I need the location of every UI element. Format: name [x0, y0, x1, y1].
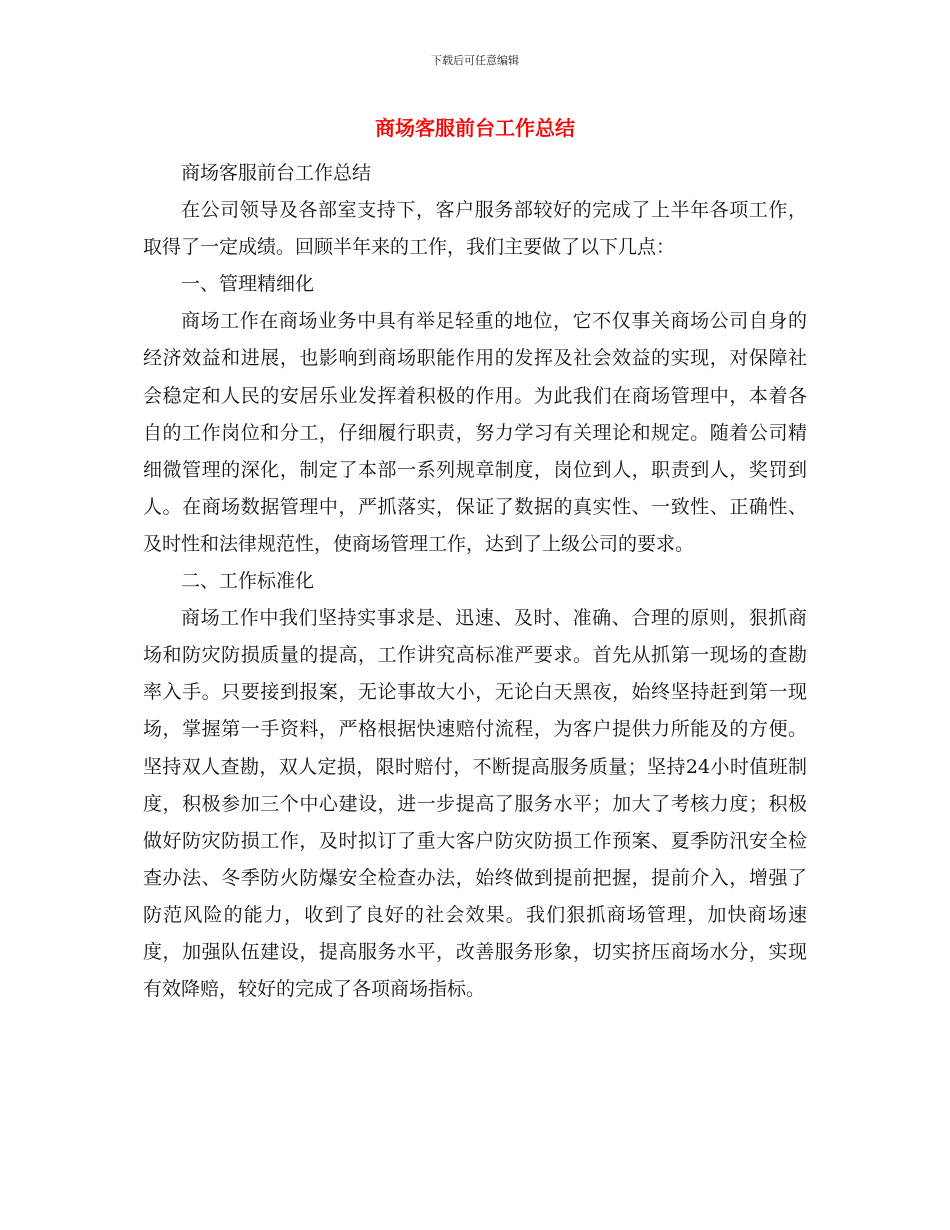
section-heading-1: 一、管理精细化 — [181, 273, 315, 296]
section-heading-2: 二、工作标准化 — [181, 570, 315, 593]
intro-paragraph: 在公司领导及各部室支持下，客户服务部较好的完成了上半年各项工作，取得了一定成绩。回顾半年来的工作，我们主要做了以下几点： — [143, 199, 807, 259]
header-note: 下载后可任意编辑 — [431, 54, 519, 67]
section-paragraph-2: 商场工作中我们坚持实事求是、迅速、及时、准确、合理的原则，狠抓商场和防灾防损质量的提高，工作讲究高标准严要求。首先从抓第一现场的查勘率入手。只要接到报案，无论事故大小，无论白天黑夜，始终坚持赶到第一现场，掌握第一手资料，严格根据快速赔付流程，为客户提供力所能及的方便。坚持双人查勘，双人定损，限时赔付，不断提高服务质量；坚持24小时值班制度，积极参加三个中心建设，进一步提高了服务水平；加大了考核力度；积极做好防灾防损工作，及时拟订了重大客户防灾防损工作预案、夏季防汛安全检查办法、冬季防火防爆安全检查办法，始终做到提前把握，提前介入，增强了防范风险的能力，收到了良好的社会效果。我们狠抓商场管理，加快商场速度，加强队伍建设，提高服务水平，改善服务形象，切实挤压商场水分，实现有效降赔，较好的完成了各项商场指标。 — [143, 607, 807, 1001]
subtitle-paragraph: 商场客服前台工作总结 — [181, 162, 372, 184]
document-title: 商场客服前台工作总结 — [375, 116, 575, 140]
document-body — [143, 155, 807, 1008]
section-paragraph-1: 商场工作在商场业务中具有举足轻重的地位，它不仅事关商场公司自身的经济效益和进展，也影响到商场职能作用的发挥及社会效益的实现，对保障社会稳定和人民的安居乐业发挥着积极的作用。为此我们在商场管理中，本着各自的工作岗位和分工，仔细履行职责，努力学习有关理论和规定。随着公司精细微管理的深化，制定了本部一系列规章制度，岗位到人，职责到人，奖罚到人。在商场数据管理中，严抓落实，保证了数据的真实性、一致性、正确性、及时性和法律规范性，使商场管理工作，达到了上级公司的要求。 — [143, 310, 807, 555]
